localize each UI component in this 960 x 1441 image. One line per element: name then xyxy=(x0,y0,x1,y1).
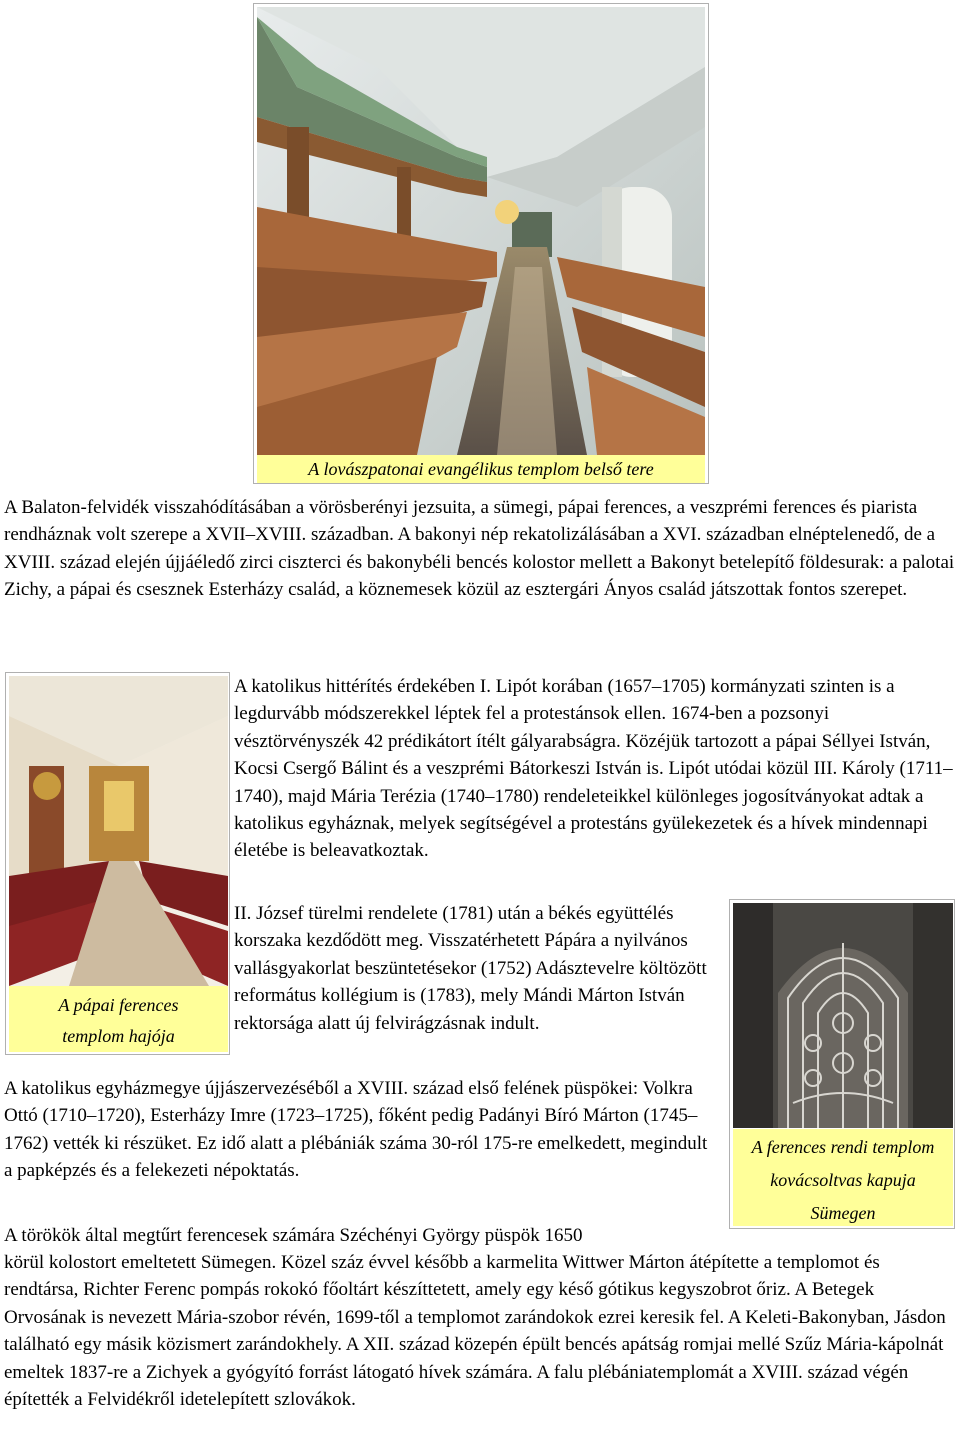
paragraph-pilgrimage: körül kolostort emeltetett Sümegen. Közel száz évvel később a karmelita Wittwer Márton átépítette a templomot és rendtársa, Richter Ferenc pompás rokokó főoltárt készíttetett, amely egy késő gótikus kegyszobrot őriz. A Betegek Orvosának is nevezett Mária-szobor révén, 1699-től a templomot zarándokok ezrei keresik fel. A Keleti-Bakonyban, Jásdon található egy másik közismert zarándokhely. A XII. század közepén épült bencés apátság romjai mellé Szűz Mária-kápolnát emeltek 1837-re a Zichyek a gyógyító forrást látogató hívek számára. A falu plébániatemplomát a XVIII. század végén építették a Felvidékről idetelepített szlovákok. xyxy=(4,1252,946,1411)
left-photo-caption xyxy=(9,986,228,1052)
paragraph-pilgrimage-line-1: A törökök által megtűrt ferencesek számára Széchényi György püspök 1650 xyxy=(4,1225,583,1246)
top-photo-frame xyxy=(253,3,709,484)
paragraph-counter-reformation: A katolikus hittérítés érdekében I. Lipót korában (1657–1705) kormányzati szinten is a legdurvább módszerekkel léptek fel a protestánsok ellen. 1674-ben a pozsonyi vésztörvényszék 42 prédikátort ítélt gályarabságra. Közéjük tartozott a pápai Séllyei István, Kocsi Csergő Bálint és a veszprémi Bátorkeszi István is. Lipót utódai közül III. Károly (1711–1740), majd Mária Terézia (1740–1780) rendeleteikkel különleges jogosítványokat adtak a katolikus egyháznak, melyek segítségével a protestáns gyülekezetek és a hívek mindennapi életébe is beleavatkoztak. xyxy=(234,676,953,862)
paragraph-tolerance-edict: II. József türelmi rendelete (1781) után a békés együttélés korszaka kezdődött meg. Visszatérhetett Pápára a nyilvános vallásgyakorlat beszüntetésekor (1752) Adásztevelre költözött református kollégium is (1783), mely Mándi Márton István rektorsága alatt új felvirágzásnak indult. xyxy=(234,903,707,1034)
top-photo-caption: A lovászpatonai evangélikus templom belső tere xyxy=(257,455,705,483)
paragraph-intro: A Balaton-felvidék visszahódításában a vörösberényi jezsuita, a sümegi, pápai ferences, a veszprémi ferences és piarista rendháznak volt szerepe a XVII–XVIII. században. A bakonyi nép rekatolizálásában a XVI. században elnéptelenedő, de a XVIII. század elején újjáéledő zirci ciszterci és bakonybéli bencés kolostor mellett a Bakonyt betelepítő földesurak: a palotai Zichy, a pápai és csesznek Esterházy család, a köznemesek közül az esztergári Ányos család játszottak fontos szerepet. xyxy=(4,497,955,601)
right-caption-line-1: A ferences rendi templom xyxy=(751,1137,935,1157)
left-photo-frame xyxy=(5,672,230,1055)
right-photo-frame xyxy=(729,899,955,1229)
paragraph-diocese: A katolikus egyházmegye újjászervezéséből a XVIII. század első felének püspökei: Volkra Ottó (1710–1720), Esterházy Imre (1723–1725), főként pedig Padányi Bíró Márton (1745–1762) vették ki részüket. Ez idő alatt a plébániák száma 30-ról 175-re emelkedett, megindult a papképzés és a felekezeti népoktatás. xyxy=(4,1078,708,1182)
right-caption-line-2: kovácsoltvas kapuja xyxy=(770,1170,916,1190)
church-interior-photo xyxy=(257,7,705,455)
left-caption-line-1: A pápai ferences xyxy=(58,995,179,1015)
wrought-iron-gate-photo xyxy=(733,903,953,1128)
right-caption-line-3: Sümegen xyxy=(810,1203,876,1223)
franciscan-nave-photo xyxy=(9,676,228,986)
left-caption-line-2: templom hajója xyxy=(62,1026,175,1046)
right-photo-caption xyxy=(733,1129,953,1226)
